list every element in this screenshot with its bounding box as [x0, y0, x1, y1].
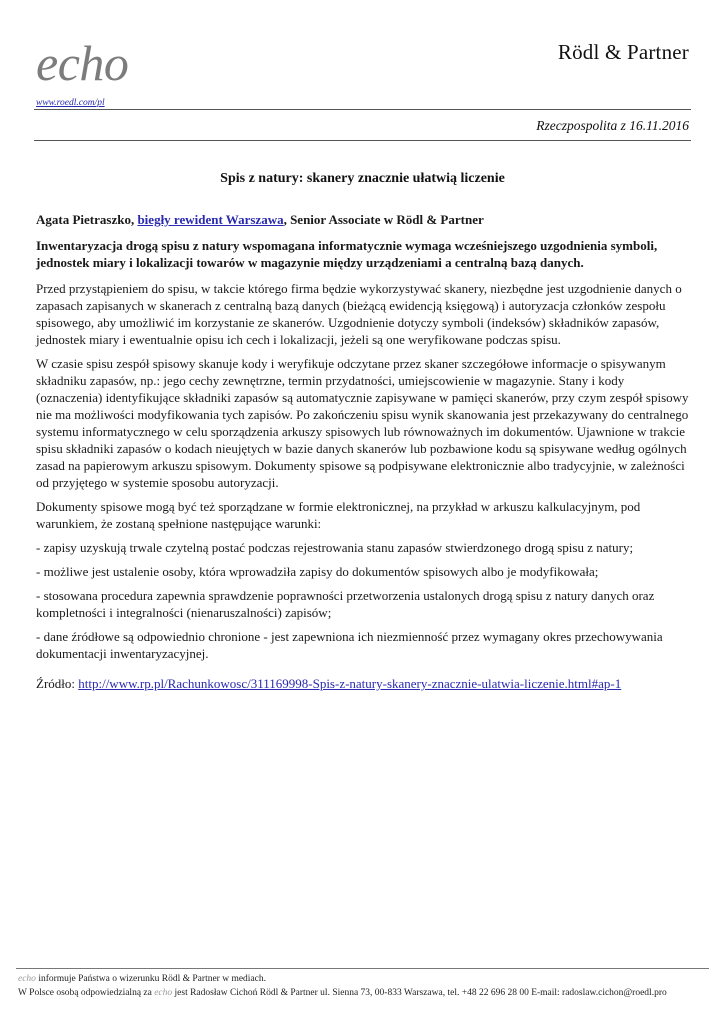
- source-line: [36, 675, 691, 692]
- logo-url-link[interactable]: www.roedl.com/pl: [36, 98, 105, 108]
- header-divider-2: [34, 140, 691, 141]
- list-item: - możliwe jest ustalenie osoby, która wprowadziła zapisy do dokumentów spisowych albo je modyfikowała;: [36, 564, 599, 579]
- list-item: - zapisy uzyskują trwale czytelną postać podczas rejestrowania stanu zapasów stwierdzonego drogą spisu z natury;: [36, 540, 634, 555]
- footer-line-1: [18, 972, 709, 986]
- footer: [18, 972, 709, 1000]
- footer-line-2: [18, 986, 709, 1000]
- publication-source: Rzeczpospolita z 16.11.2016: [536, 118, 689, 133]
- header-divider: [34, 109, 691, 110]
- author-role-link[interactable]: biegły rewident Warszawa: [137, 212, 284, 227]
- author-line: [36, 211, 691, 228]
- brand-name: Rödl & Partner: [557, 40, 689, 64]
- author-suffix: , Senior Associate w Rödl & Partner: [283, 212, 484, 227]
- list-item: - stosowana procedura zapewnia sprawdzenie poprawności przetworzenia ustalonych drogą spisu z natury danych oraz kompletności i integralności (nienaruszalności) zapisów;: [36, 588, 655, 620]
- author-name: Agata Pietraszko,: [36, 212, 138, 227]
- source-label: Źródło:: [36, 676, 79, 691]
- footer-echo-mark: echo: [154, 988, 173, 998]
- footer-line-2-prefix: W Polsce osobą odpowiedzialną za: [18, 988, 155, 998]
- footer-divider: [16, 968, 709, 969]
- echo-logo: echo: [36, 35, 129, 91]
- article-lead: Inwentaryzacja drogą spisu z natury wspomagana informatycznie wymaga wcześniejszego uzgodnienia symboli, jednostek miary i lokalizacji towarów w magazynie między urządzeniami a centralną bazą danych.: [36, 238, 658, 270]
- list-item: - dane źródłowe są odpowiednio chronione - jest zapewniona ich niezmienność przez wymagany okres przechowywania dokumentacji inwentaryzacyjnej.: [36, 629, 663, 661]
- footer-echo-mark: echo: [18, 974, 36, 984]
- article-title: Spis z natury: skanery znacznie ułatwią liczenie: [220, 171, 505, 186]
- paragraph: Przed przystąpieniem do spisu, w takcie którego firma będzie wykorzystywać skanery, niezbędne jest uzgodnienie danych o zapasach zapisanych w skanerach z centralną bazą danych (bieżącą ewidencją księgową) i autoryzacja członków zespołu spisowego, aby umożliwić im korzystanie ze skanerów. Uzgodnienie dotyczy symboli (indeksów) składników zapasów, jednostek miary i ewentualnie opisu ich cech i lokalizacji, jeżeli są one weryfikowane podczas spisu.: [36, 281, 682, 347]
- footer-line-1-text: informuje Państwa o wizerunku Rödl & Partner w mediach.: [35, 974, 266, 984]
- paragraph: Dokumenty spisowe mogą być też sporządzane w formie elektronicznej, na przykład w arkuszu kalkulacyjnym, pod warunkiem, że zostaną spełnione następujące warunki:: [36, 499, 641, 531]
- footer-line-2-text: jest Radosław Cichoń Rödl & Partner ul. Sienna 73, 00-833 Warszawa, tel. +48 22 696 28 00 E-mail: radoslaw.cichon@roedl.pro: [172, 988, 667, 998]
- article-body: [36, 211, 691, 699]
- paragraph: W czasie spisu zespół spisowy skanuje kody i weryfikuje odczytane przez skaner szczegółowe informacje o spisywanym składniku zapasów, np.: jego cechy zewnętrzne, termin przydatności, umiejscowienie w magazynie. Stany i kody (oznaczenia) identyfikujące składniki zapasów są automatycznie zapisywane w pamięci skanerów, przy czym zespół spisowy nie ma możliwości modyfikowania tych zapisów. Po zakończeniu spisu wynik skanowania jest przekazywany do centralnego systemu informatycznego w celu sporządzenia arkuszy spisowych lub równoważnych im dokumentów. Ujawnione w trakcie spisu składniki zapasów o kodach nieujętych w bazie danych skanerów lub pozbawione kodu są spisywane według ogólnych zasad na papierowym arkuszu spisowym. Dokumenty spisowe są podpisywane elektronicznie albo tradycyjnie, w zależności od przyjętego w systemie sposobu autoryzacji.: [36, 356, 689, 490]
- source-link[interactable]: http://www.rp.pl/Rachunkowosc/311169998-Spis-z-natury-skanery-znacznie-ulatwia-liczenie.html#ap-1: [78, 676, 622, 691]
